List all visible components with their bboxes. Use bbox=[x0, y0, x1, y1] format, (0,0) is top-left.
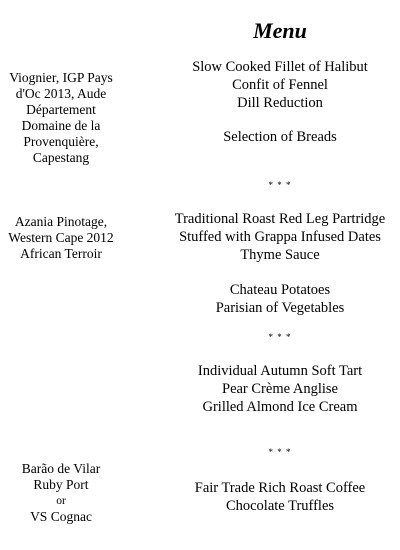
course-line: Fair Trade Rich Roast Coffee bbox=[194, 480, 366, 496]
course-starter bbox=[160, 58, 400, 112]
course-line: Chateau Potatoes bbox=[229, 282, 331, 298]
course-line: Traditional Roast Red Leg Partridge bbox=[174, 211, 386, 227]
course-line: Parisian of Vegetables bbox=[215, 300, 345, 316]
course-line: Individual Autumn Soft Tart bbox=[197, 363, 363, 379]
wine-line: African Terroir bbox=[20, 246, 102, 261]
course-dessert bbox=[160, 362, 400, 416]
course-sides bbox=[160, 281, 400, 317]
course-line: Grilled Almond Ice Cream bbox=[202, 399, 358, 415]
course-line: Thyme Sauce bbox=[240, 247, 320, 263]
course-line: Selection of Breads bbox=[223, 129, 337, 145]
course-line: Slow Cooked Fillet of Halibut bbox=[192, 59, 368, 75]
course-line: Stuffed with Grappa Infused Dates bbox=[179, 229, 381, 245]
menu-title: Menu bbox=[253, 18, 307, 43]
course-line: Pear Crème Anglise bbox=[222, 381, 338, 397]
wine-line: Capestang bbox=[32, 150, 90, 165]
wine-line-or: or bbox=[56, 495, 66, 507]
wine-line: d'Oc 2013, Aude bbox=[15, 86, 107, 101]
course-main bbox=[160, 210, 400, 264]
course-breads bbox=[160, 128, 400, 146]
course-coffee bbox=[160, 479, 400, 515]
wine-line: Barão de Vilar bbox=[21, 461, 101, 476]
course-line: Chocolate Truffles bbox=[225, 498, 335, 514]
wine-pairing-1 bbox=[0, 70, 122, 166]
wine-line: Département bbox=[26, 102, 96, 117]
course-separator: * * * bbox=[268, 447, 292, 457]
course-separator: * * * bbox=[268, 332, 292, 342]
course-line: Dill Reduction bbox=[237, 95, 323, 111]
wine-line: Domaine de la bbox=[21, 118, 101, 133]
wine-line: Provenquière, bbox=[23, 134, 99, 149]
wine-line: VS Cognac bbox=[30, 509, 92, 524]
wine-pairing-2 bbox=[0, 214, 122, 262]
wine-line: Ruby Port bbox=[33, 477, 89, 492]
course-separator: * * * bbox=[268, 180, 292, 190]
course-line: Confit of Fennel bbox=[232, 77, 328, 93]
wine-pairing-3 bbox=[0, 461, 122, 525]
wine-line: Western Cape 2012 bbox=[8, 230, 114, 245]
wine-line: Viognier, IGP Pays bbox=[9, 70, 113, 85]
wine-line: Azania Pinotage, bbox=[14, 214, 108, 229]
